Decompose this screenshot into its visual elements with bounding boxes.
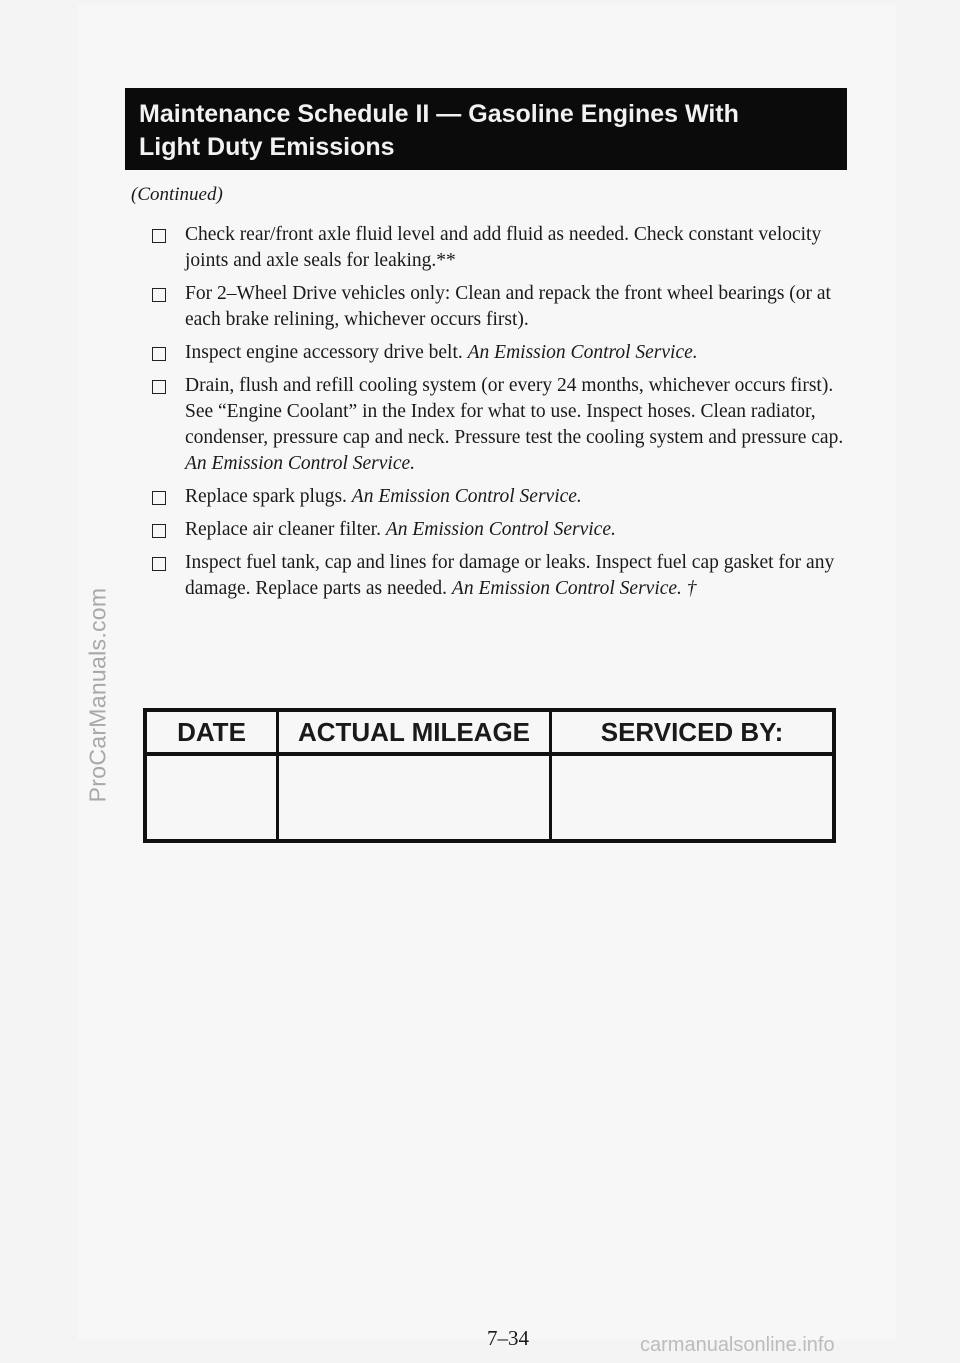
- checklist-item-text: Drain, flush and refill cooling system (or every 24 months, whichever occurs first). See “Engine Coolant” in the Index for what to use. Inspect hoses. Clean radiator, condenser, pressure cap and neck. Pressure test the cooling system and pressure cap. An Emission Control Service.: [185, 375, 844, 474]
- checklist-item: [152, 340, 852, 366]
- checkbox-icon[interactable]: [152, 557, 166, 571]
- emission-note: An Emission Control Service.: [185, 453, 416, 474]
- checklist-item-text: Replace air cleaner filter. An Emission Control Service.: [185, 519, 616, 540]
- date-cell[interactable]: [145, 754, 278, 841]
- checklist-item-text: Check rear/front axle fluid level and add fluid as needed. Check constant velocity joints and axle seals for leaking.**: [185, 224, 822, 271]
- table-row: [145, 754, 834, 841]
- checklist-item-text: Inspect engine accessory drive belt. An Emission Control Service.: [185, 342, 698, 363]
- checkbox-icon[interactable]: [152, 491, 166, 505]
- side-watermark: ProCarManuals.com: [84, 587, 111, 803]
- checklist-item-text: Inspect fuel tank, cap and lines for damage or leaks. Inspect fuel cap gasket for any damage. Replace parts as needed. An Emission Control Service. †: [185, 552, 835, 599]
- column-header-date: DATE: [145, 710, 278, 754]
- page-number: 7–34: [487, 1326, 529, 1350]
- table-header-row: [145, 710, 834, 754]
- checklist-item: [152, 484, 852, 510]
- section-header: [125, 88, 847, 170]
- checklist-item-text: Replace spark plugs. An Emission Control Service.: [185, 486, 582, 507]
- column-header-serviced-by: SERVICED BY:: [551, 710, 835, 754]
- site-watermark: carmanualsonline.info: [640, 1334, 835, 1356]
- column-header-actual-mileage: ACTUAL MILEAGE: [278, 710, 551, 754]
- actual-mileage-cell[interactable]: [278, 754, 551, 841]
- emission-note: An Emission Control Service.: [385, 519, 616, 540]
- emission-note: An Emission Control Service. †: [451, 578, 697, 599]
- checklist-item: [152, 517, 852, 543]
- checklist-item: [152, 222, 852, 274]
- checkbox-icon[interactable]: [152, 347, 166, 361]
- checklist-item: [152, 550, 852, 602]
- serviced-by-cell[interactable]: [551, 754, 835, 841]
- checklist-item: [152, 373, 852, 477]
- checkbox-icon[interactable]: [152, 229, 166, 243]
- checkbox-icon[interactable]: [152, 288, 166, 302]
- emission-note: An Emission Control Service.: [351, 486, 582, 507]
- emission-note: An Emission Control Service.: [467, 342, 698, 363]
- header-title-line-1: Maintenance Schedule II — Gasoline Engines With: [139, 100, 739, 128]
- checklist-item: [152, 281, 852, 333]
- header-title-line-2: Light Duty Emissions: [139, 133, 395, 161]
- checkbox-icon[interactable]: [152, 524, 166, 538]
- checkbox-icon[interactable]: [152, 380, 166, 394]
- checklist-item-text: For 2–Wheel Drive vehicles only: Clean and repack the front wheel bearings (or at each brake relining, whichever occurs first).: [185, 283, 831, 330]
- service-record-table: [143, 708, 836, 843]
- maintenance-checklist: [152, 222, 852, 609]
- continued-label: (Continued): [131, 184, 223, 205]
